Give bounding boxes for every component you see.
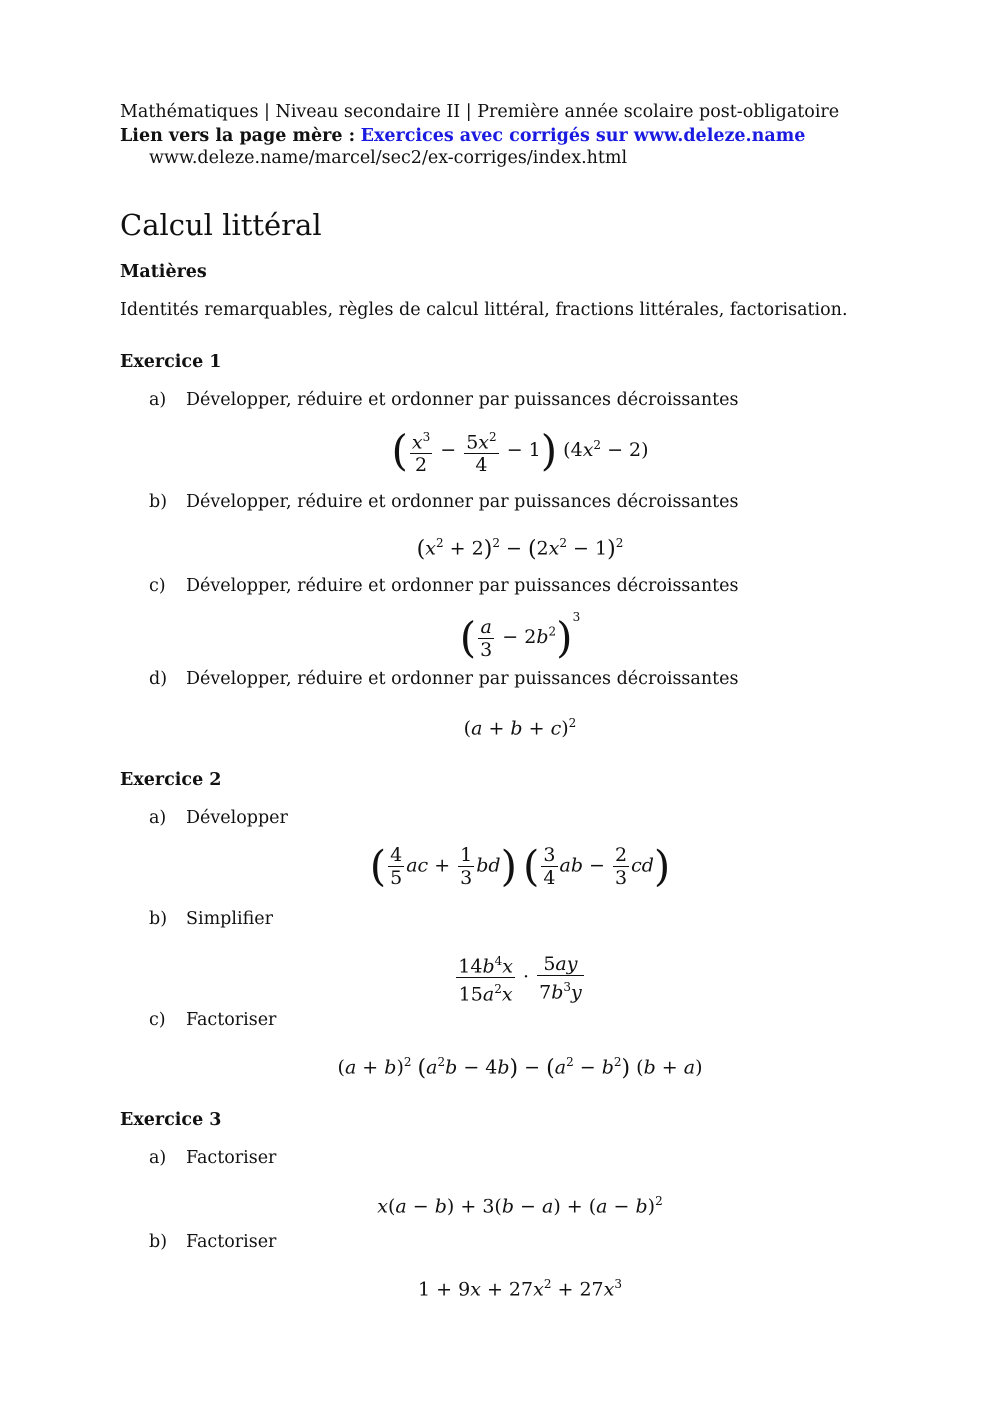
item-instruction: Simplifier xyxy=(186,909,273,929)
ex1-c-formula: ( $\frac{a}{3}$ − $2b^2)^3$ xyxy=(459,610,581,662)
matieres-text: Identités remarquables, règles de calcul littéral, fractions littérales, factorisation. xyxy=(120,300,848,320)
ex1-a-formula: ( $\frac{x^3}{2}$ − $\frac{5x^2}{4}$ − 1) $(4x^2 - 2)$ xyxy=(391,426,649,477)
exercice-1-heading: Exercice 1 xyxy=(120,352,222,372)
item-label: b) xyxy=(149,1232,168,1252)
ex2-item-c xyxy=(149,1010,276,1030)
parent-link-line xyxy=(120,124,805,148)
item-label: b) xyxy=(149,492,168,512)
item-label: c) xyxy=(149,576,166,596)
ex3-item-a xyxy=(149,1148,276,1168)
item-instruction: Développer, réduire et ordonner par puissances décroissantes xyxy=(186,492,739,512)
matieres-heading: Matières xyxy=(120,262,207,282)
item-label: a) xyxy=(149,390,167,410)
ex1-item-b xyxy=(149,492,738,512)
page-url: www.deleze.name/marcel/sec2/ex-corriges/index.html xyxy=(149,148,628,168)
item-instruction: Factoriser xyxy=(186,1148,277,1168)
ex1-d-formula: $(a + b + c)^2$ xyxy=(463,716,577,740)
ex2-c-formula: $(a + b)^2$ $(a^2b - 4b) - (a^2 - b^2) (b + a)$ xyxy=(337,1055,703,1081)
item-instruction: Développer xyxy=(186,808,288,828)
item-instruction: Factoriser xyxy=(186,1232,277,1252)
ex3-item-b xyxy=(149,1232,276,1252)
item-label: d) xyxy=(149,669,168,689)
item-label: c) xyxy=(149,1010,166,1030)
ex1-item-a xyxy=(149,390,738,410)
ex2-b-formula: $\frac{14b^4x}{15a^2x}$ · $\frac{5ay}{7b^3y}$ xyxy=(120,950,920,1006)
item-label: b) xyxy=(149,909,168,929)
ex2-item-a xyxy=(149,808,288,828)
ex1-b-formula: $(x^2 + 2)^2 - (2x^2 - 1)^2$ xyxy=(416,536,624,562)
breadcrumb: Mathématiques | Niveau secondaire II | Première année scolaire post-obligatoire xyxy=(120,102,840,122)
item-instruction: Factoriser xyxy=(186,1010,277,1030)
parent-link-label: Lien vers la page mère : xyxy=(120,126,356,146)
ex3-b-formula: $1 + 9x + 27x^2 + 27x^3$ xyxy=(418,1277,622,1301)
item-label: a) xyxy=(149,808,167,828)
ex1-item-d xyxy=(149,669,738,689)
page-title: Calcul littéral xyxy=(120,208,322,242)
exercice-2-heading: Exercice 2 xyxy=(120,770,222,790)
ex1-item-c xyxy=(149,576,738,596)
ex3-a-formula: $x(a - b) + 3(b - a) + (a - b)^2$ xyxy=(377,1194,663,1218)
item-label: a) xyxy=(149,1148,167,1168)
exercice-3-heading: Exercice 3 xyxy=(120,1110,222,1130)
item-instruction: Développer, réduire et ordonner par puissances décroissantes xyxy=(186,669,739,689)
ex2-item-b xyxy=(149,909,273,929)
ex2-a-formula: ( $\frac{4}{5}$ ac + $\frac{1}{3}$ bd) ( $\frac{3}{4}$ ab − $\frac{2}{3}$ cd) xyxy=(369,841,671,891)
item-instruction: Développer, réduire et ordonner par puissances décroissantes xyxy=(186,390,739,410)
parent-page-link[interactable]: Exercices avec corrigés sur www.deleze.name xyxy=(360,126,806,146)
item-instruction: Développer, réduire et ordonner par puissances décroissantes xyxy=(186,576,739,596)
